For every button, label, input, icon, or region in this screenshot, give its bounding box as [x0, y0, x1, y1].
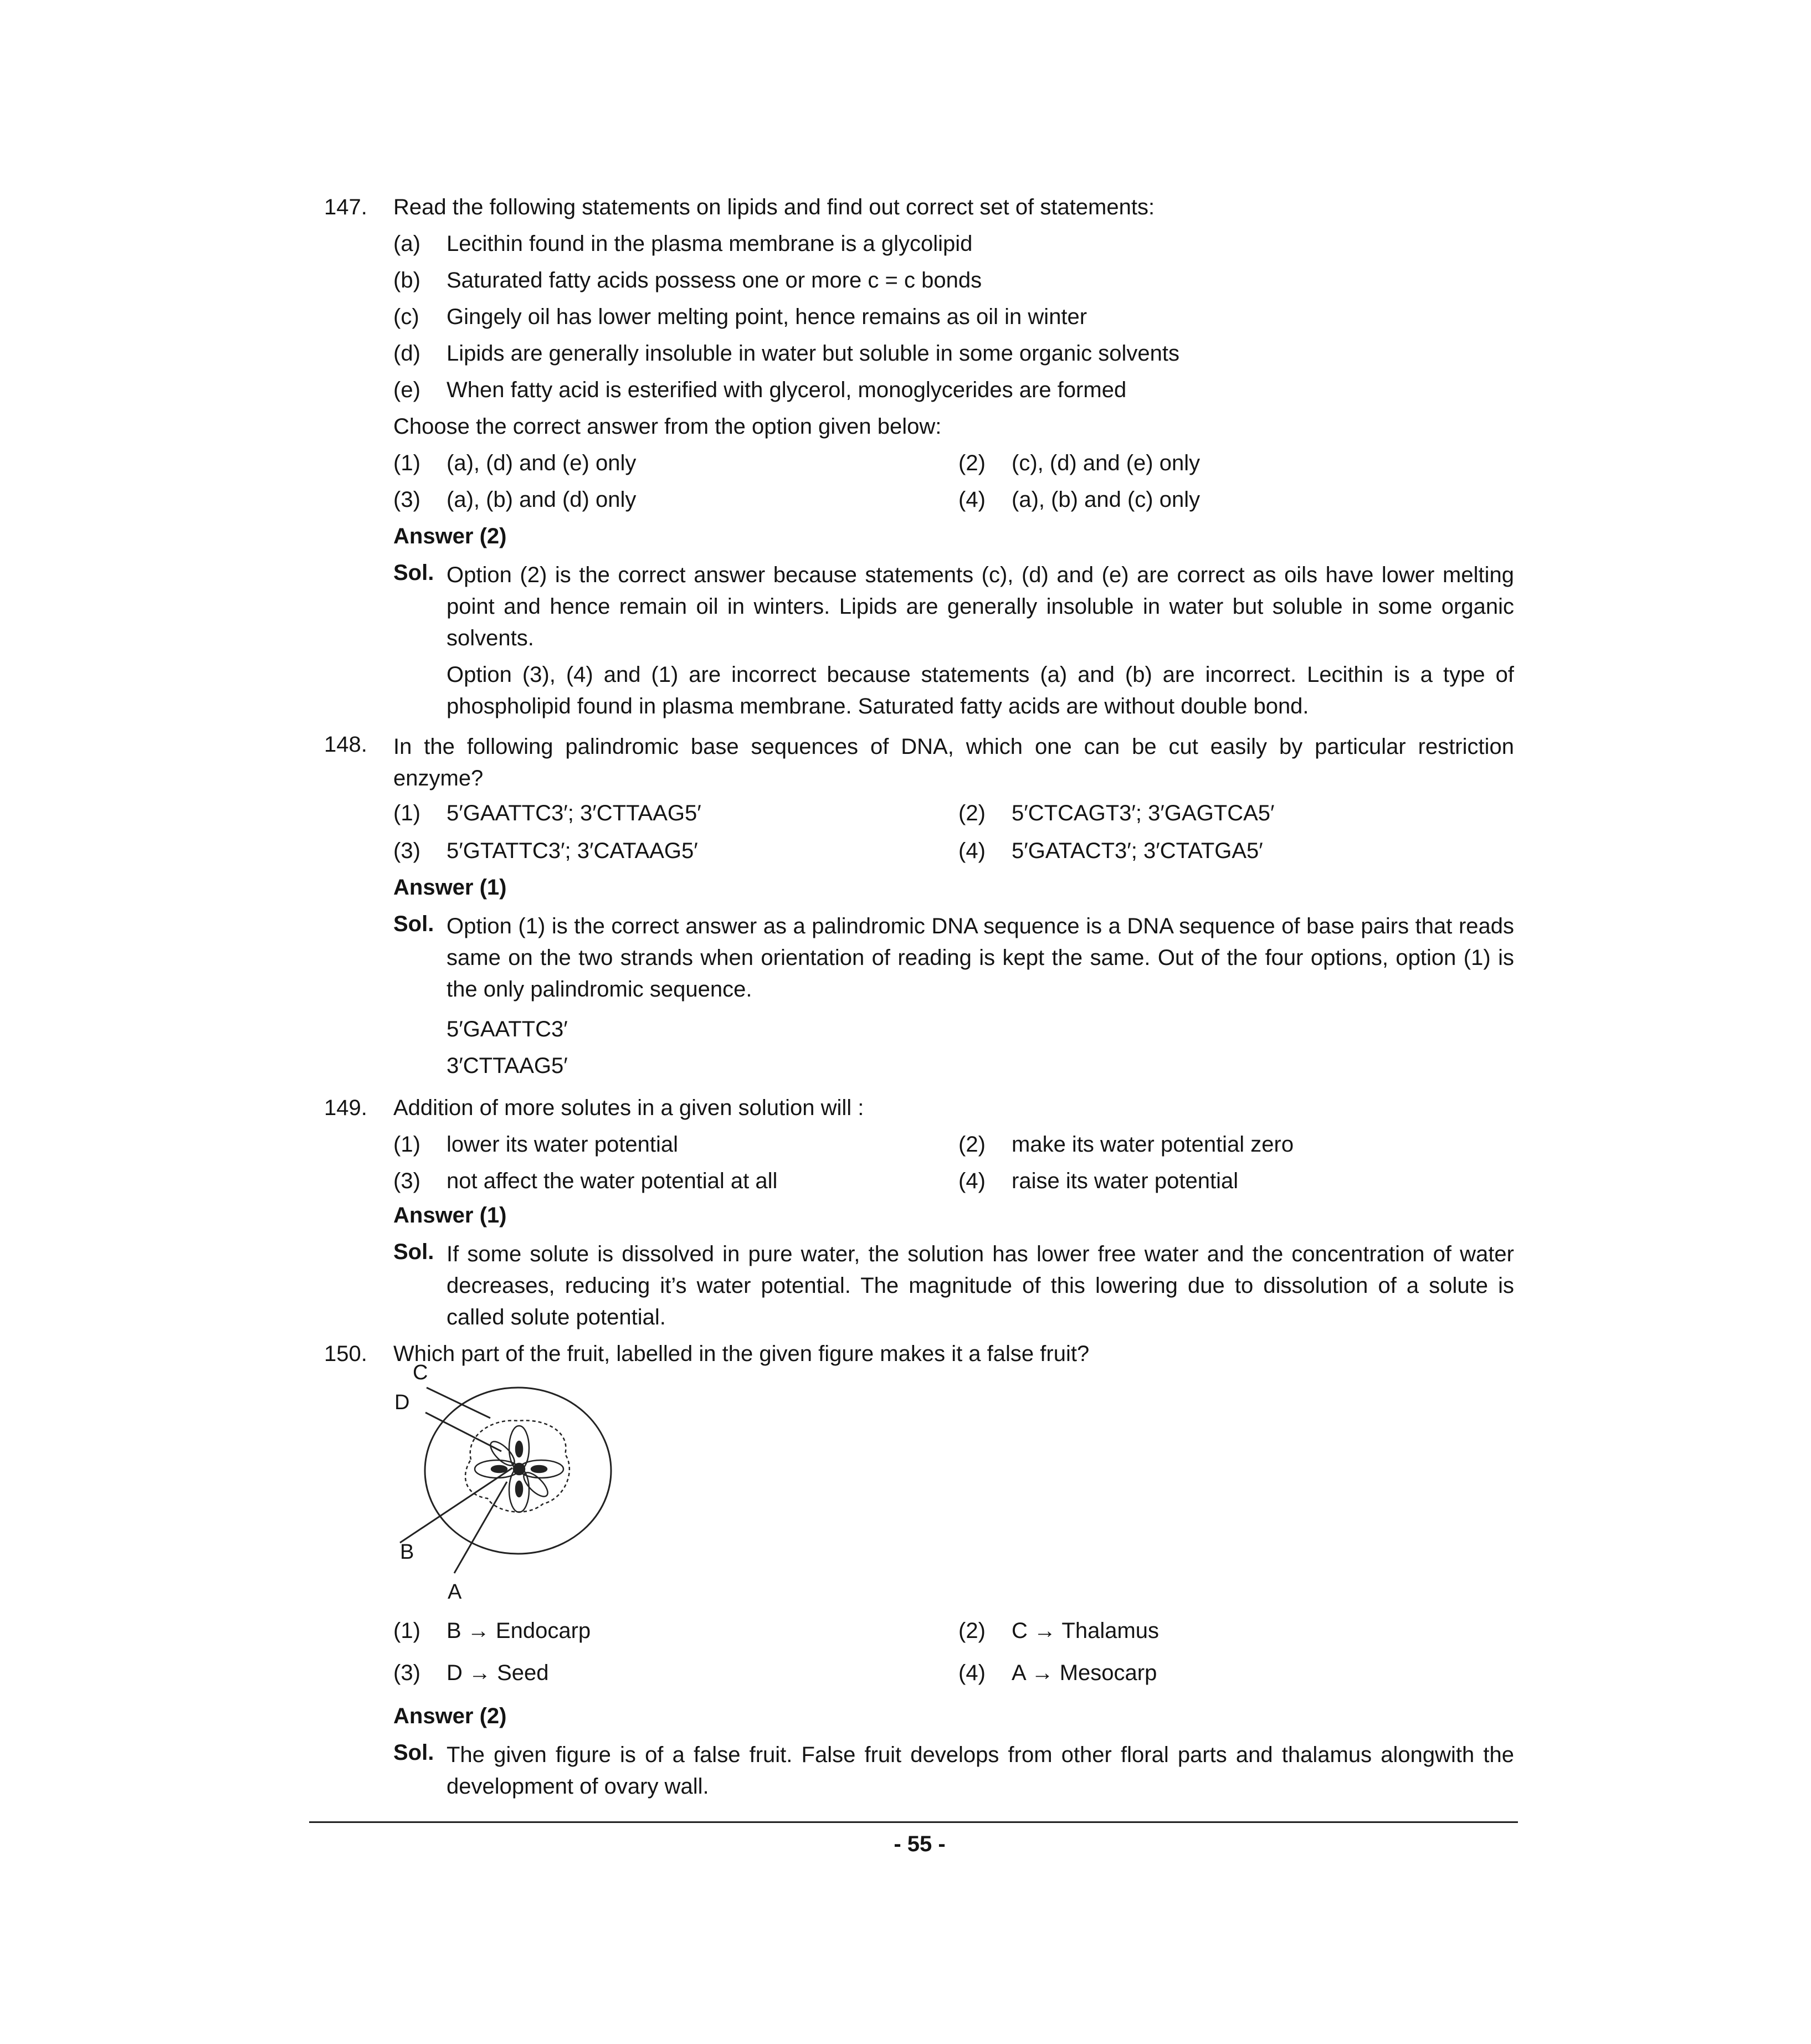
leader-line-c — [427, 1388, 490, 1418]
figure-label-a: A — [448, 1580, 462, 1604]
statement-label: (b) — [393, 268, 420, 292]
solution-text: Option (2) is the correct answer because statements (c), (d) and (e) are correct as oils have lower melting point and hence remain oil in winters. Lipids are generally insoluble in water but soluble in some organic solvents. — [447, 563, 1514, 650]
solution-label: Sol. — [393, 561, 434, 585]
option-text: C → Thalamus — [1012, 1619, 1160, 1643]
option-label: (1) — [393, 451, 420, 475]
carpel-cluster — [475, 1426, 563, 1512]
statement-label: (d) — [393, 341, 420, 366]
option-text: 5′GTATTC3′; 3′CATAAG5′ — [447, 839, 698, 863]
option-label: (2) — [958, 451, 986, 475]
option-label: (3) — [393, 487, 420, 512]
page-number: - 55 - — [894, 1832, 946, 1856]
option-label: (4) — [958, 1169, 986, 1193]
instruction-text: Choose the correct answer from the option given below: — [393, 414, 942, 439]
statement-label: (a) — [393, 232, 420, 256]
question-number: 149. — [324, 1096, 367, 1120]
answer-label: Answer (2) — [393, 524, 507, 548]
question-stem: Addition of more solutes in a given solution will : — [393, 1096, 864, 1120]
solution-text: If some solute is dissolved in pure water, the solution has lower free water and the concentration of water decreases, reducing it’s water potential. The magnitude of this lowering due to dissolution of a solute is called solute potential. — [447, 1242, 1514, 1329]
answer-label: Answer (1) — [393, 1203, 507, 1228]
question-number: 150. — [324, 1342, 367, 1366]
statement-text: When fatty acid is esterified with glycerol, monoglycerides are formed — [447, 378, 1127, 402]
answer-label: Answer (2) — [393, 1704, 507, 1728]
option-label: (2) — [958, 801, 986, 825]
option-label: (4) — [958, 487, 986, 512]
leader-line-a — [454, 1482, 507, 1573]
option-text: lower its water potential — [447, 1132, 678, 1157]
option-text: raise its water potential — [1012, 1169, 1239, 1193]
dna-sequence: 5′GAATTC3′ — [447, 1017, 568, 1041]
solution-text: Option (1) is the correct answer as a palindromic DNA sequence is a DNA sequence of base pairs that reads same on the two strands when orientation of reading is kept the same. Out of the four options, option (1) is the only palindromic sequence. — [447, 914, 1514, 1002]
option-label: (1) — [393, 1132, 420, 1157]
statement-text: Saturated fatty acids possess one or more c = c bonds — [447, 268, 982, 292]
option-label: (1) — [393, 1619, 420, 1643]
figure-label-d: D — [394, 1391, 410, 1414]
solution-label: Sol. — [393, 1740, 434, 1765]
option-text: (a), (b) and (d) only — [447, 487, 637, 512]
question-number: 147. — [324, 195, 367, 219]
option-text: not affect the water potential at all — [447, 1169, 778, 1193]
option-label: (1) — [393, 801, 420, 825]
footer-divider — [309, 1821, 1518, 1823]
statement-label: (e) — [393, 378, 420, 402]
dna-sequence: 3′CTTAAG5′ — [447, 1054, 568, 1078]
option-label: (3) — [393, 1169, 420, 1193]
solution-label: Sol. — [393, 1240, 434, 1264]
option-text: A → Mesocarp — [1012, 1661, 1157, 1685]
option-label: (3) — [393, 1661, 420, 1685]
statement-text: Lecithin found in the plasma membrane is a glycolipid — [447, 232, 973, 256]
option-text: 5′GATACT3′; 3′CTATGA5′ — [1012, 839, 1263, 863]
question-stem: Which part of the fruit, labelled in the given figure makes it a false fruit? — [393, 1342, 1090, 1366]
false-fruit-figure — [388, 1363, 626, 1595]
option-label: (2) — [958, 1132, 986, 1157]
option-label: (2) — [958, 1619, 986, 1643]
option-text: D → Seed — [447, 1661, 549, 1685]
option-text: (c), (d) and (e) only — [1012, 451, 1201, 475]
question-stem: Read the following statements on lipids and find out correct set of statements: — [393, 195, 1155, 219]
question-number: 148. — [324, 732, 367, 757]
option-text: (a), (d) and (e) only — [447, 451, 637, 475]
question-stem: In the following palindromic base sequences of DNA, which one can be cut easily by particular restriction enzyme? — [393, 735, 1514, 790]
statement-text: Lipids are generally insoluble in water but soluble in some organic solvents — [447, 341, 1179, 366]
answer-label: Answer (1) — [393, 875, 507, 900]
figure-label-b: B — [400, 1540, 414, 1564]
option-text: B → Endocarp — [447, 1619, 591, 1643]
option-text: make its water potential zero — [1012, 1132, 1294, 1157]
solution-text: Option (3), (4) and (1) are incorrect because statements (a) and (b) are incorrect. Lecithin is a type of phospholipid found in plasma membrane. Saturated fatty acids are without double bond. — [447, 662, 1514, 718]
solution-text: The given figure is of a false fruit. False fruit develops from other floral parts and thalamus alongwith the development of ovary wall. — [447, 1743, 1514, 1799]
statement-label: (c) — [393, 305, 419, 329]
option-label: (3) — [393, 839, 420, 863]
option-label: (4) — [958, 839, 986, 863]
option-text: 5′GAATTC3′; 3′CTTAAG5′ — [447, 801, 701, 825]
option-label: (4) — [958, 1661, 986, 1685]
solution-label: Sol. — [393, 912, 434, 936]
option-text: (a), (b) and (c) only — [1012, 487, 1201, 512]
option-text: 5′CTCAGT3′; 3′GAGTCA5′ — [1012, 801, 1275, 825]
statement-text: Gingely oil has lower melting point, hence remains as oil in winter — [447, 305, 1087, 329]
figure-label-c: C — [413, 1361, 428, 1384]
